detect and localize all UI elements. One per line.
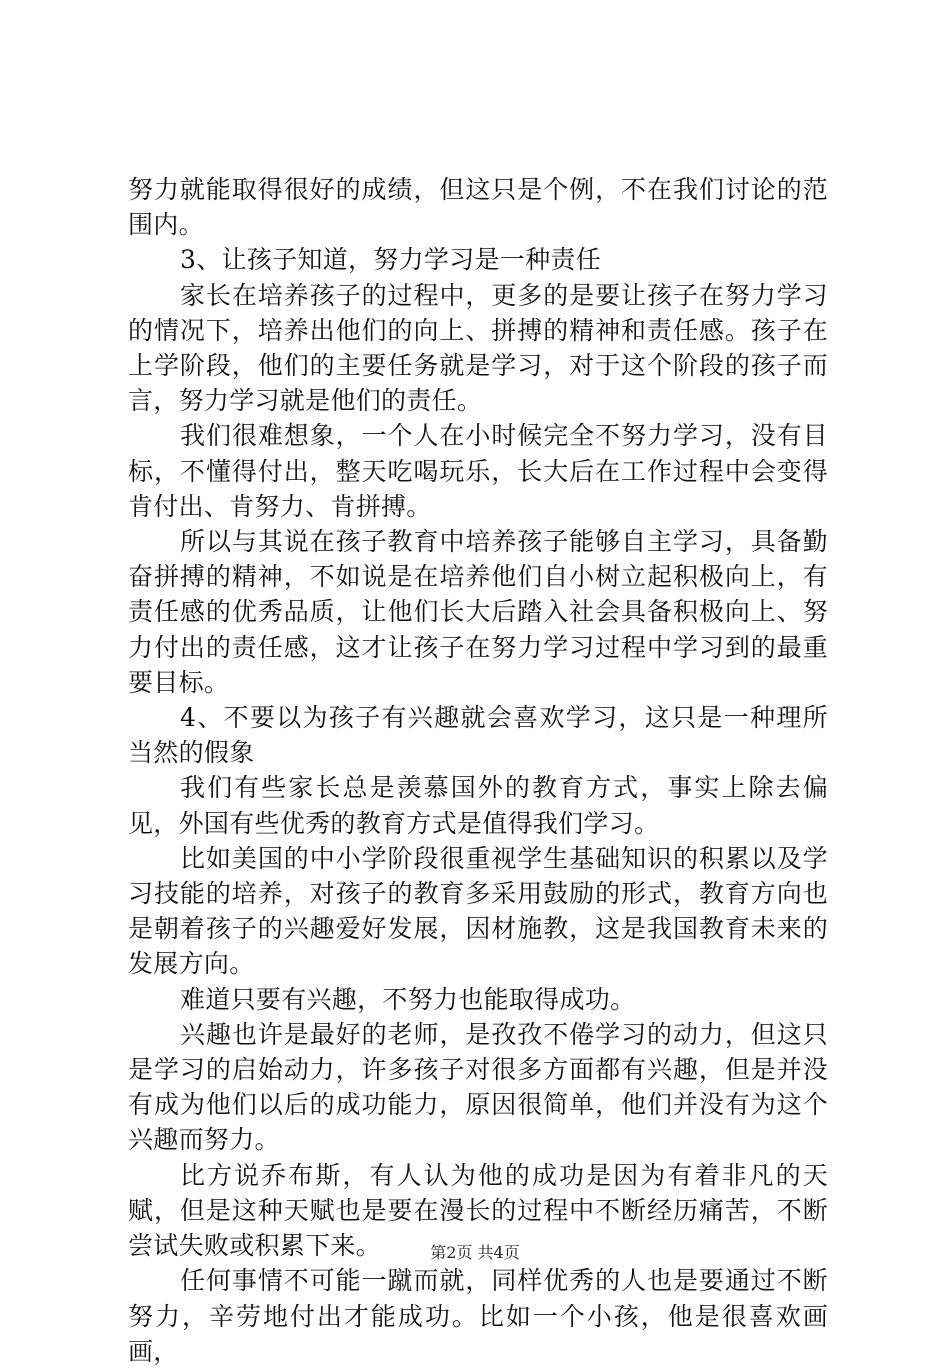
- section-heading-3: 3、让孩子知道，努力学习是一种责任: [180, 245, 602, 275]
- paragraph: 比方说乔布斯，有人认为他的成功是因为有着非凡的天赋，但是这种天赋也是要在漫长的过程中不断经历痛苦，不断尝试失败或积累下来。: [128, 1160, 828, 1261]
- paragraph: 比如美国的中小学阶段很重视学生基础知识的积累以及学习技能的培养，对孩子的教育多采用鼓励的形式，教育方向也是朝着孩子的兴趣爱好发展，因材施教，这是我国教育未来的发展方向。: [128, 843, 828, 979]
- document-body: [128, 172, 828, 1369]
- paragraph: 任何事情不可能一蹴而就，同样优秀的人也是要通过不断努力，辛劳地付出才能成功。比如一个小孩，他是很喜欢画画，: [128, 1266, 828, 1366]
- paragraph: 我们有些家长总是羡慕国外的教育方式，事实上除去偏见，外国有些优秀的教育方式是值得我们学习。: [128, 773, 828, 838]
- paragraph: 兴趣也许是最好的老师，是孜孜不倦学习的动力，但这只是学习的启始动力，许多孩子对很多方面都有兴趣，但是并没有成为他们以后的成功能力，原因很简单，他们并没有为这个兴趣而努力。: [128, 1019, 828, 1155]
- page-footer: 第2页 共4页: [430, 1243, 520, 1262]
- section-heading-4: 4、不要以为孩子有兴趣就会喜欢学习，这只是一种理所当然的假象: [128, 703, 828, 768]
- paragraph: 难道只要有兴趣，不努力也能取得成功。: [180, 984, 636, 1014]
- paragraph: 所以与其说在孩子教育中培养孩子能够自主学习，具备勤奋拼搏的精神，不如说是在培养他们自小树立起积极向上，有责任感的优秀品质，让他们长大后踏入社会具备积极向上、努力付出的责任感，这才让孩子在努力学习过程中学习到的最重要目标。: [128, 527, 828, 697]
- paragraph: 家长在培养孩子的过程中，更多的是要让孩子在努力学习的情况下，培养出他们的向上、拼搏的精神和责任感。孩子在上学阶段，他们的主要任务就是学习，对于这个阶段的孩子而言，努力学习就是他们的责任。: [128, 280, 828, 416]
- paragraph: 我们很难想象，一个人在小时候完全不努力学习，没有目标，不懂得付出，整天吃喝玩乐，长大后在工作过程中会变得肯付出、肯努力、肯拼搏。: [128, 421, 828, 521]
- paragraph-continuation: 努力就能取得很好的成绩，但这只是个例，不在我们讨论的范围内。: [128, 175, 828, 240]
